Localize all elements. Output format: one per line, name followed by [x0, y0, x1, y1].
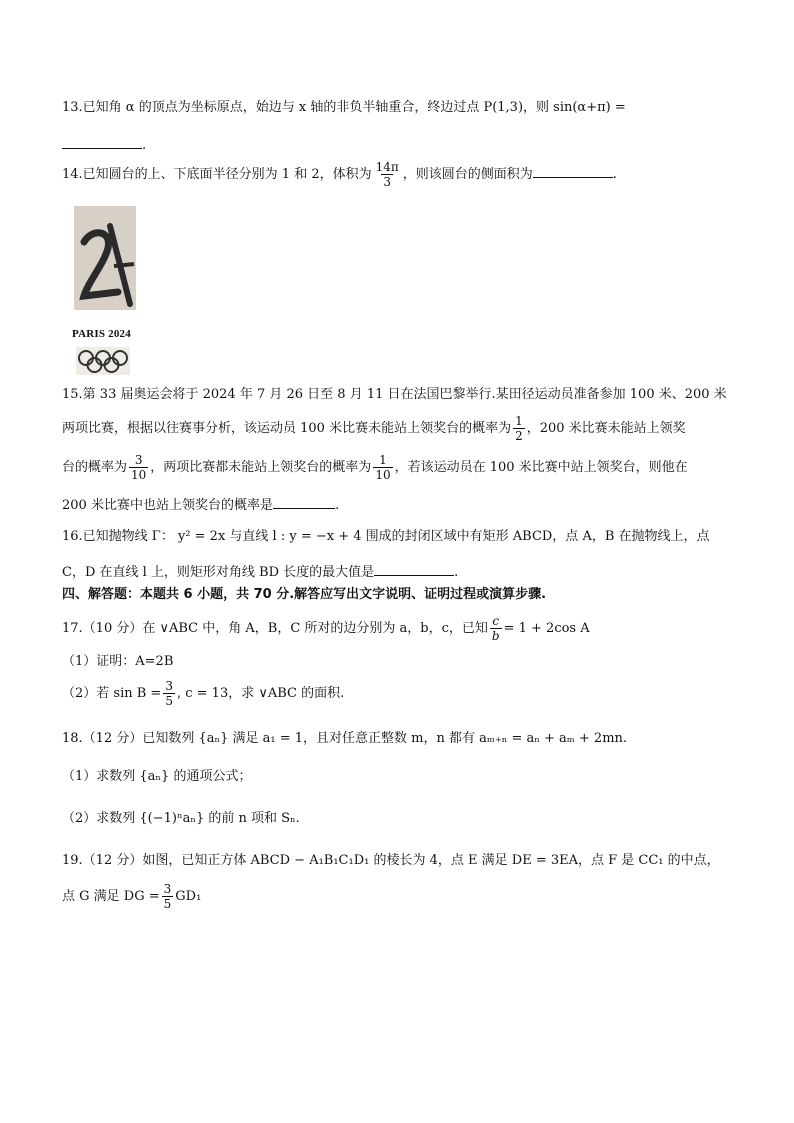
- paris-logo-glyph: [74, 206, 136, 310]
- question-19-line-1: 19.（12 分）如图，已知正方体 ABCD − A₁B₁C₁D₁ 的棱长为 4，点 E 满足 DE = 3EA，点 F 是 CC₁ 的中点，: [62, 853, 720, 868]
- question-16-line-2: C，D 在直线 l 上，则矩形对角线 BD 长度的最大值是 .: [62, 565, 459, 580]
- question-19-line-2: 点 G 满足 DG = $\frac{3}{5}$ GD₁: [62, 882, 202, 911]
- question-18-part-1: （1）求数列 {aₙ} 的通项公式；: [62, 769, 252, 784]
- question-13-answer-line: .: [62, 136, 146, 154]
- question-14: 14.已知圆台的上、下底面半径分别为 1 和 2，体积为 $\frac{14\pi}{3}$ ，则该圆台的侧面积为 .: [62, 160, 617, 189]
- volume-fraction: $\frac{14\pi}{3}$: [375, 160, 399, 189]
- paris-2024-logo-image: [74, 206, 136, 310]
- question-17-line-1: 17.（10 分）在 ∨ABC 中，角 A，B，C 所对的边分别为 a，b，c，已知 $\frac{c}{b}$ = 1 + 2cos A: [62, 614, 590, 643]
- answer-blank[interactable]: [62, 136, 142, 149]
- question-18-line-1: 18.（12 分）已知数列 {aₙ} 满足 a₁ = 1，且对任意正整数 m，n 都有 aₘ₊ₙ = aₙ + aₘ + 2mn.: [62, 731, 628, 746]
- question-15-line-1: 15.第 33 届奥运会将于 2024 年 7 月 26 日至 8 月 11 日在法国巴黎举行.某田径运动员准备参加 100 米、200 米: [62, 387, 727, 402]
- olympic-rings-icon: [76, 347, 130, 375]
- question-15-line-4: 200 米比赛中也站上领奖台的概率是 .: [62, 498, 340, 513]
- section-heading: 四、解答题：本题共 6 小题，共 70 分.解答应写出文字说明、证明过程或演算步骤.: [62, 587, 547, 602]
- answer-blank[interactable]: [273, 496, 335, 509]
- question-18-part-2: （2）求数列 {(−1)ⁿaₙ} 的前 n 项和 Sₙ.: [62, 811, 300, 826]
- answer-blank[interactable]: [374, 563, 454, 576]
- figure-caption: PARIS 2024: [72, 328, 131, 340]
- question-13-line-1: 13.已知角 α 的顶点为坐标原点，始边与 x 轴的非负半轴重合，终边过点 P(1,3)，则 sin(α+π) =: [62, 100, 626, 115]
- question-17-part-1: （1）证明：A=2B: [62, 654, 174, 669]
- question-15-line-3: 台的概率为 $\frac{3}{10}$ ，两项比赛都未能站上领奖台的概率为 $\frac{1}{10}$ ，若该运动员在 100 米比赛中站上领奖台，则他在: [62, 453, 688, 482]
- question-17-part-2: （2）若 sin B = $\frac{3}{5}$ , c = 13，求 ∨ABC 的面积.: [62, 679, 345, 708]
- answer-blank[interactable]: [533, 165, 613, 178]
- question-15-line-2: 两项比赛，根据以往赛事分析，该运动员 100 米比赛未能站上领奖台的概率为 $\frac{1}{2}$ ，200 米比赛未能站上领奖: [62, 414, 686, 443]
- question-16-line-1: 16.已知抛物线 Γ： y² = 2x 与直线 l : y = −x + 4 围成的封闭区域中有矩形 ABCD，点 A，B 在抛物线上，点: [62, 529, 710, 544]
